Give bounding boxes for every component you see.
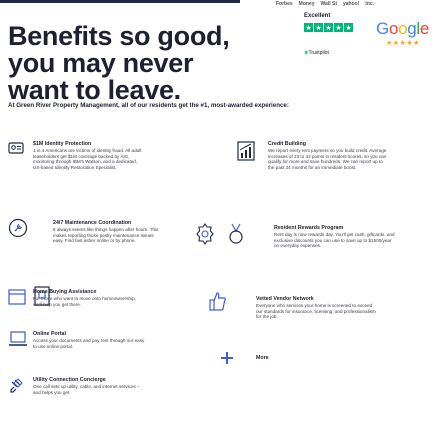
google-logo: Google [376, 19, 430, 38]
feature-vendor-network [195, 292, 435, 342]
press-logo-money: Money [298, 1, 315, 7]
top-accent-bar [0, 0, 240, 3]
feature-title: Resident Rewards Program [274, 225, 344, 231]
star-icon: ★ [315, 24, 322, 32]
feature-utility-concierge [8, 377, 208, 417]
feature-title: Credit Building [268, 141, 306, 147]
feature-description: Rent day is now rewards day. You'll get cash, giftcards, and exclusive discounts you can use to save up to $1500/year on everyday expenses. [274, 232, 395, 249]
laptop-icon [8, 331, 28, 347]
trustpilot-stars [304, 23, 353, 32]
intro-text: At Green River Property Management, all of our residents get the #1, most-awarded experience: [8, 102, 289, 109]
feature-more[interactable] [220, 351, 340, 371]
star-icon: ★ [305, 24, 312, 32]
wrench-icon [8, 218, 28, 238]
feature-description: For those who want to move onto homeownership, we'll help you get there. [33, 296, 136, 307]
feature-title: More [256, 355, 269, 361]
thumbs-up-icon [207, 290, 227, 312]
feature-home-buying [8, 289, 208, 329]
plus-icon [220, 351, 234, 365]
feature-title: Online Portal [33, 331, 66, 337]
plug-icon [8, 377, 26, 395]
feature-description: We report every rent payment so you build credit. Average increases of 23 to 42 points in resident scores, so you can qualify for more and save hundreds. We can report up to the past 24 months for an immediate boost. [268, 148, 387, 170]
feature-description: It always seems like things happen after hours. This makes reporting those pesky maintenance issues easy. Find fast either online or by phone. [53, 227, 159, 244]
press-logo-inc: Inc. [365, 1, 375, 7]
id-card-icon [8, 141, 24, 155]
feature-title: $1M Identity Protection [33, 141, 92, 147]
feature-identity-protection [8, 141, 208, 201]
feature-description: One call sets up utility, cable, and internet services – and helps you get [33, 384, 140, 395]
badge-icon [195, 223, 215, 245]
headline-line-1: Benefits so good, [8, 21, 230, 51]
star-icon: ★ [345, 24, 352, 32]
feature-description: 1 in 4 Americans are victims of identity fraud. All adult leaseholders get $1M coverage backed by AIG, monitoring through IBM's Watson, and a dedicated, US-based Identity Restoration Specialist. [33, 148, 142, 170]
feature-credit-building [237, 141, 437, 201]
medal-icon [227, 223, 245, 245]
star-icon: ★ [335, 24, 342, 32]
trustpilot-star-icon: ★ [304, 50, 309, 56]
review-badges [304, 12, 439, 72]
star-icon: ★ [325, 24, 332, 32]
feature-online-portal [8, 331, 208, 371]
feature-title: 24/7 Maintenance Coordination [53, 220, 132, 226]
trustpilot-rating-label: Excellent [304, 13, 331, 19]
google-stars: ★★★★★ [386, 40, 420, 47]
feature-title: Home Buying Assistance [33, 289, 97, 295]
press-logo-wallst: Wall St [320, 1, 337, 7]
page-headline [8, 23, 298, 104]
headline-line-3: want to leave. [8, 75, 181, 105]
feature-maintenance [8, 220, 208, 270]
press-logo-yahoo: yahoo! [343, 1, 360, 7]
feature-description: Everyone who services your home is screened to exceed our standards for insurance, licensing, and professionalism for the job. [256, 303, 376, 320]
feature-title: Vetted Vendor Network [256, 296, 314, 302]
feature-title: Utility Connection Concierge [33, 377, 106, 383]
window-icon [8, 289, 26, 305]
feature-rewards [195, 225, 435, 275]
press-logos [276, 0, 441, 8]
headline-line-2: you may never [8, 48, 194, 78]
press-logo-forbes: Forbes [276, 1, 293, 7]
trustpilot-logo: ★Trustpilot [304, 50, 329, 56]
feature-description: Access your documents and pay rent through our easy to use online portal. [33, 338, 145, 349]
chart-icon [237, 141, 255, 161]
